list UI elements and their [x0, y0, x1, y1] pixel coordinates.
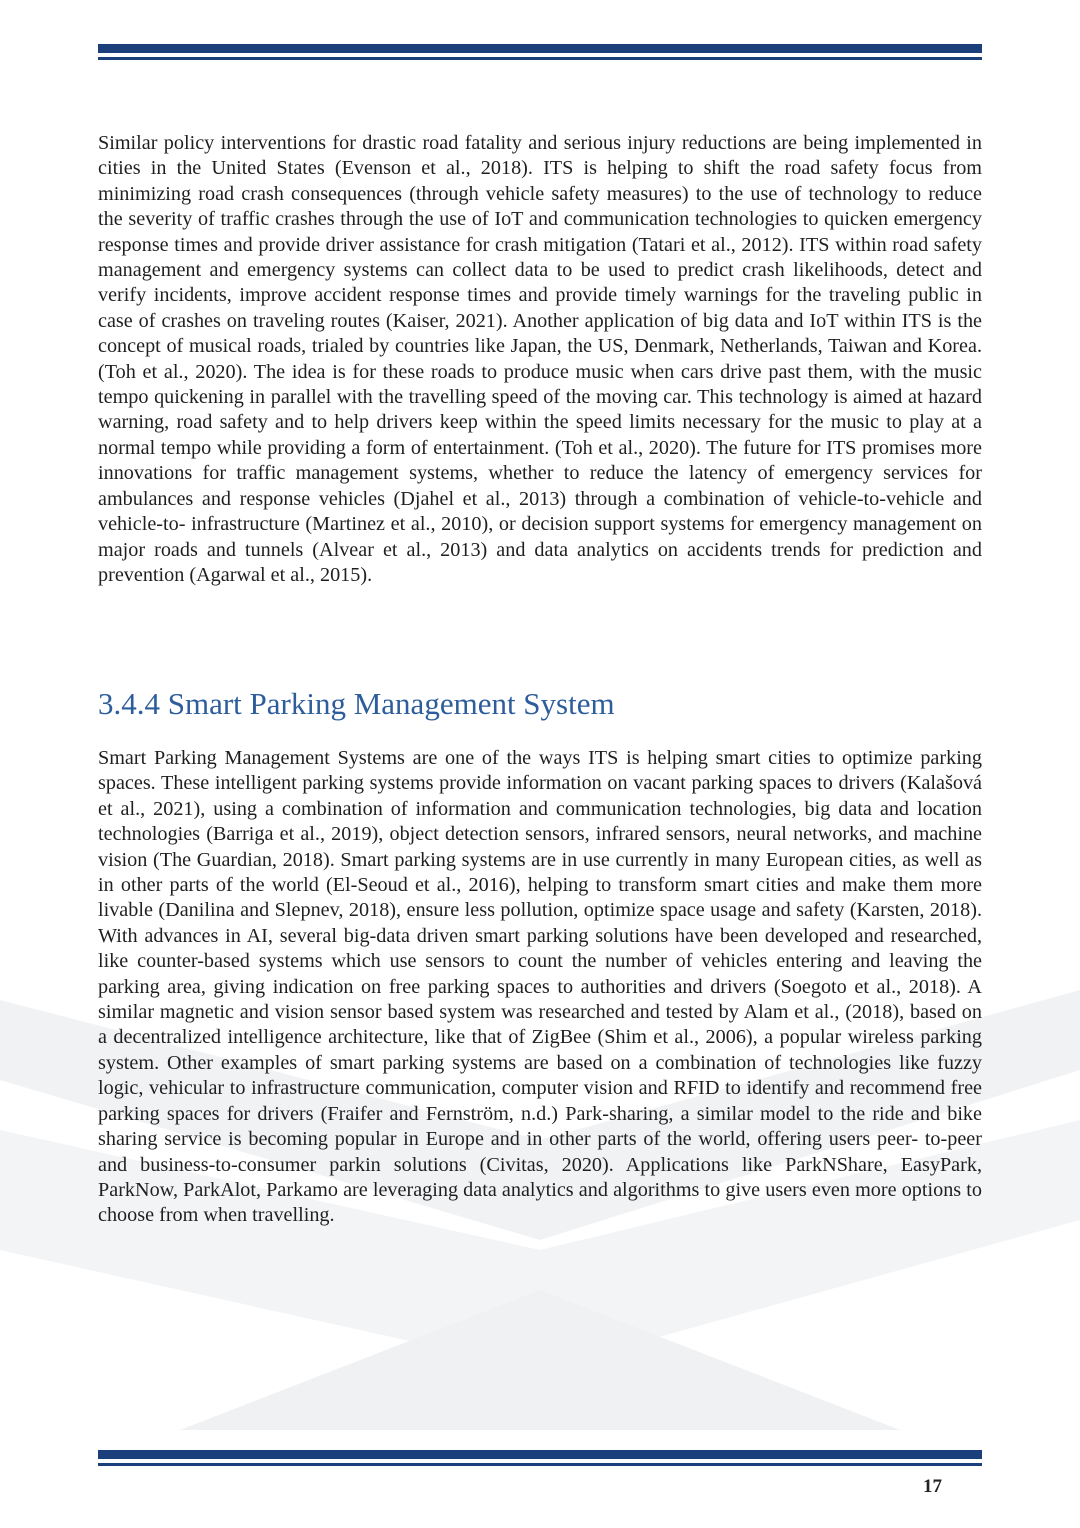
section-heading: 3.4.4 Smart Parking Management System: [98, 686, 615, 721]
footer-rule-thick: [98, 1450, 982, 1459]
section-intro: [98, 131, 982, 588]
header-rule-thick: [98, 44, 982, 53]
header-rule-thin: [98, 57, 982, 60]
page-number: 17: [923, 1476, 942, 1497]
header-rule: [98, 44, 982, 60]
smart-parking-paragraph: Smart Parking Management Systems are one of the ways ITS is helping smart cities to optimize parking spaces. These intelligent parking systems provide information on vacant parking spaces to drivers (Kalašová et al., 2021), using a combination of information and communication technologies, big data and location technologies (Barriga et al., 2019), object detection sensors, infrared sensors, neural networks, and machine vision (The Guardian, 2018). Smart parking systems are in use currently in many European cities, as well as in other parts of the world (El-Seoud et al., 2016), helping to transform smart cities and make them more livable (Danilina and Slepnev, 2018), ensure less pollution, optimize space usage and safety (Karsten, 2018). With advances in AI, several big-data driven smart parking solutions have been developed and researched, like counter-based systems which use sensors to count the number of vehicles entering and leaving the parking area, giving indication on free parking spaces to authorities and drivers (Soegoto et al., 2018). A similar magnetic and vision sensor based system was researched and tested by Alam et al., (2018), based on a decentralized intelligence architecture, like that of ZigBee (Shim et al., 2006), a popular wireless parking system. Other examples of smart parking systems are based on a combination of technologies like fuzzy logic, vehicular to infrastructure communication, computer vision and RFID to identify and recommend free parking spaces for drivers (Fraifer and Fernström, n.d.) Park-sharing, a similar model to the ride and bike sharing service is becoming popular in Europe and in other parts of the world, offering users peer- to-peer and business-to-consumer parkin solutions (Civitas, 2020). Applications like ParkNShare, EasyPark, ParkNow, ParkAlot, Parkamo are leveraging data analytics and algorithms to give users even more options to choose from when travelling.: [98, 747, 982, 1227]
footer-rule: [98, 1450, 982, 1466]
section-smart-parking: [98, 746, 982, 1229]
road-safety-paragraph: Similar policy interventions for drastic road fatality and serious injury reductions are being implemented in cities in the United States (Evenson et al., 2018). ITS is helping to shift the road safety focus from minimizing road crash consequences (through vehicle safety measures) to the use of technology to reduce the severity of traffic crashes through the use of IoT and communication technologies to quicken emergency response times and provide driver assistance for crash mitigation (Tatari et al., 2012). ITS within road safety management and emergency systems can collect data to be used to predict crash likelihoods, detect and verify incidents, improve accident response times and provide timely warnings for the traveling public in case of crashes on traveling routes (Kaiser, 2021). Another application of big data and IoT within ITS is the concept of musical roads, trialed by countries like Japan, the US, Denmark, Netherlands, Taiwan and Korea. (Toh et al., 2020). The idea is for these roads to produce music when cars drive past them, with the music tempo quickening in parallel with the travelling speed of the moving car. This technology is aimed at hazard warning, road safety and to help drivers keep within the speed limits necessary for the music to play at a normal tempo while providing a form of entertainment. (Toh et al., 2020). The future for ITS promises more innovations for traffic management systems, whether to reduce the latency of emergency services for ambulances and response vehicles (Djahel et al., 2013) through a combination of vehicle-to-vehicle and vehicle-to- infrastructure (Martinez et al., 2010), or decision support systems for emergency management on major roads and tunnels (Alvear et al., 2013) and data analytics on accidents trends for prediction and prevention (Agarwal et al., 2015).: [98, 132, 982, 586]
footer-rule-thin: [98, 1463, 982, 1466]
